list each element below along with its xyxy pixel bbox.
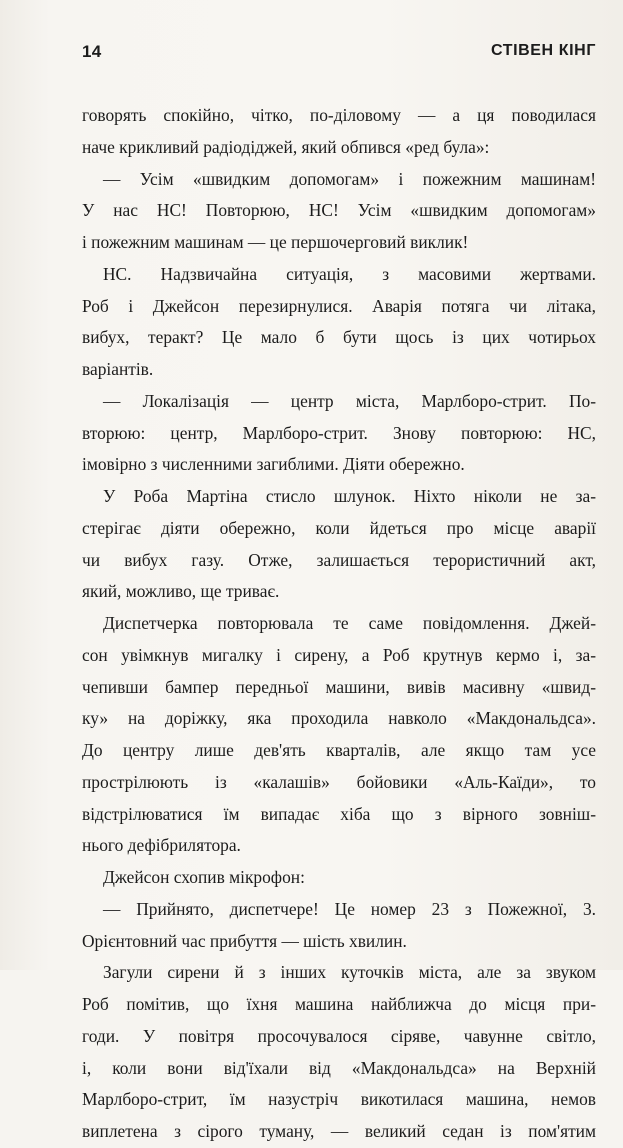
text-line: — Локалізація — центр міста, Марлборо-стрит. По-	[103, 390, 596, 411]
text-line: Роб і Джейсон перезирнулися. Аварія потяга чи літака,	[82, 295, 596, 316]
text-line: вибух, теракт? Це мало б бути щось із цих чотирьох	[82, 327, 596, 348]
text-line: Орієнтовний час прибуття — шість хвилин.	[82, 930, 407, 951]
page-header	[82, 42, 596, 66]
text-line: варіантів.	[82, 359, 154, 379]
text-line: До центру лише дев'ять кварталів, але якщо там усе	[82, 740, 596, 760]
text-line: виплетена з сірого туману, — великий седан із пом'ятим	[82, 1121, 596, 1141]
text-line: ку» на доріжку, яка проходила навколо «Макдональдса».	[82, 708, 596, 729]
text-line: імовірно з численними загиблими. Діяти обережно.	[82, 454, 465, 475]
text-line: — Усім «швидким допомогам» і пожежним машинам!	[103, 168, 596, 189]
text-line: Диспетчерка повторювала те саме повідомлення. Джей-	[103, 613, 596, 633]
text-line: НС. Надзвичайна ситуація, з масовими жертвами.	[103, 263, 596, 284]
text-line: Марлборо-стрит, їм назустріч викотилася машина, немов	[82, 1089, 596, 1110]
text-line: наче крикливий радіодіджей, який обпився «ред була»:	[82, 136, 490, 157]
text-line: годи. У повітря просочувалося сіряве, чавунне світло,	[82, 1025, 596, 1046]
text-line: вторюю: центр, Марлборо-стрит. Знову повторюю: НС,	[82, 422, 596, 443]
text-line: чи вибух газу. Отже, залишається терористичний акт,	[82, 549, 596, 570]
text-line: Джейсон схопив мікрофон:	[103, 867, 305, 887]
text-line: Загули сирени й з інших куточків міста, але за звуком	[103, 962, 596, 983]
text-line: У нас НС! Повторюю, НС! Усім «швидким допомогам»	[82, 200, 596, 221]
text-line: прострілюють із «калашів» бойовики «Аль-Каїди», то	[82, 771, 596, 792]
text-line: сон увімкнув мигалку і сирену, а Роб крутнув кермо і, за-	[82, 644, 596, 665]
text-line: говорять спокійно, чітко, по-діловому — а ця поводилася	[82, 105, 596, 125]
text-line: стерігає діяти обережно, коли йдеться про місце аварії	[82, 517, 596, 538]
body-text	[82, 100, 596, 1148]
text-line: і пожежним машинам — це першочерговий виклик!	[82, 232, 469, 252]
text-line: — Прийнято, диспетчере! Це номер 23 з Пожежної, 3.	[103, 898, 596, 919]
running-head-author: СТІВЕН КІНГ	[490, 42, 596, 59]
page-number: 14	[82, 42, 102, 61]
text-line: У Роба Мартіна стисло шлунок. Ніхто ніколи не за-	[103, 486, 596, 506]
text-line: Роб помітив, що їхня машина найближча до місця при-	[82, 994, 596, 1014]
text-line: і, коли вони від'їхали від «Макдональдса» на Верхній	[82, 1057, 596, 1078]
text-line: відстрілюватися їм випадає хіба що з вірного зовніш-	[82, 803, 596, 824]
text-line: чепивши бампер передньої машини, вивів масивну «швид-	[82, 676, 596, 697]
text-line: нього дефібрилятора.	[82, 835, 241, 856]
text-line: який, можливо, ще триває.	[82, 581, 280, 602]
